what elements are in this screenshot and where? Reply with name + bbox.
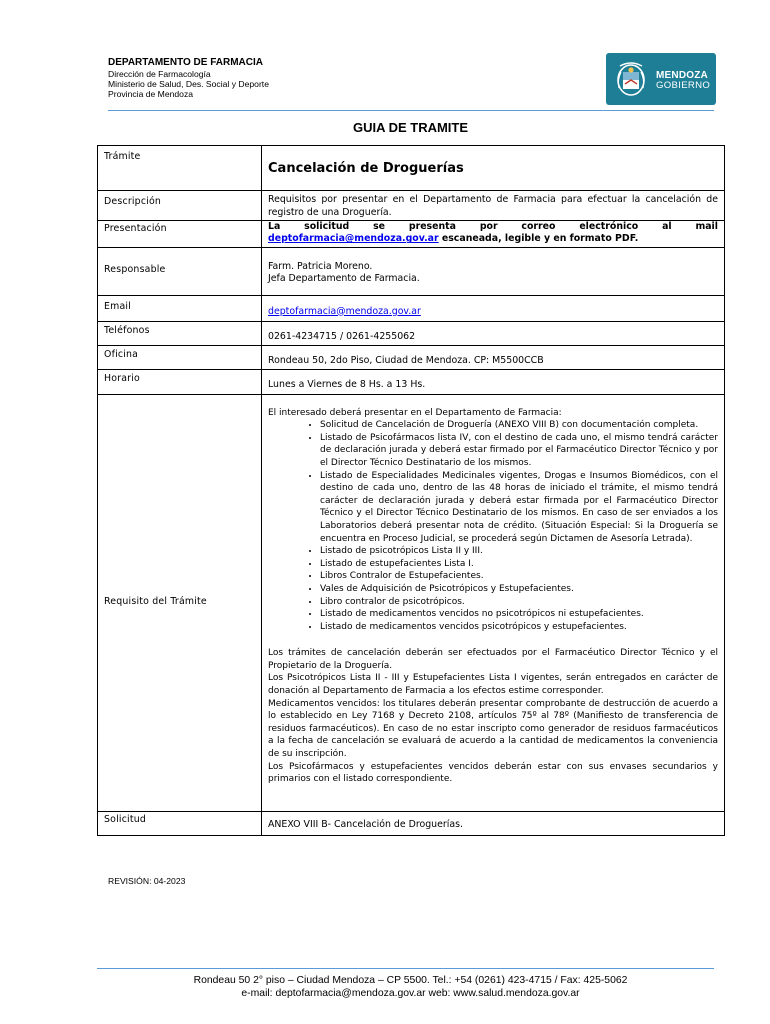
- oficina-value: Rondeau 50, 2do Piso, Ciudad de Mendoza. CP: M5500CCB: [262, 345, 725, 369]
- row-label: Presentación: [98, 220, 262, 247]
- list-item: • Listado de psicotrópicos Lista II y III.: [320, 545, 718, 558]
- presentacion-email-link[interactable]: deptofarmacia@mendoza.gov.ar: [268, 233, 439, 245]
- telefonos-value: 0261-4234715 / 0261-4255062: [262, 321, 725, 345]
- footer-divider: [97, 968, 714, 969]
- list-item: • Solicitud de Cancelación de Droguería (ANEXO VIII B) con documentación completa.: [320, 419, 718, 432]
- table-row: [98, 146, 725, 191]
- requisito-value: [262, 394, 725, 811]
- list-item: • Libro contralor de psicotrópicos.: [320, 596, 718, 609]
- row-value: [262, 146, 725, 191]
- footer-contact: e-mail: deptofarmacia@mendoza.gov.ar web: www.salud.mendoza.gov.ar: [241, 988, 580, 999]
- table-row: [98, 295, 725, 321]
- presentacion-suffix: escaneada, legible y en formato PDF.: [438, 233, 639, 245]
- horario-value: Lunes a Viernes de 8 Hs. a 13 Hs.: [262, 369, 725, 394]
- requisito-note: Los trámites de cancelación deberán ser efectuados por el Farmacéutico Director Técnico y el Propietario de la Droguería.: [268, 648, 718, 671]
- list-item: • Listado de medicamentos vencidos psicotrópicos y estupefacientes.: [320, 621, 718, 634]
- row-label: Responsable: [98, 247, 262, 295]
- letterhead-line: Ministerio de Salud, Des. Social y Deporte: [108, 79, 269, 89]
- list-item: • Listado de Psicofármacos lista IV, con el destino de cada uno, el mismo tendrá carácter de declaración jurada y deberá estar firmado por el Farmacéutico Director Técnico y por el Director Técnico Destinatario de los mismos.: [320, 432, 718, 470]
- requisito-note: Medicamentos vencidos: los titulares deberán presentar comprobante de destrucción de acuerdo a lo establecido en Ley 7168 y Decreto 2108, artículos 75º al 78º (Manifiesto de transferencia de residuos farmacéuticos). En caso de no estar inscripto como generador de residuos farmacéuticos a la fecha de cancelación se evaluará de acuerdo a la cantidad de medicamentos la conveniencia de su inscripción.: [268, 698, 718, 760]
- row-label: Trámite: [98, 146, 262, 191]
- logo-text-gobierno: GOBIERNO: [656, 80, 711, 91]
- table-row: [98, 191, 725, 221]
- row-label: Oficina: [98, 345, 262, 369]
- presentacion-value: [262, 220, 725, 247]
- table-row: [98, 220, 725, 247]
- responsable-role: Jefa Departamento de Farmacia.: [268, 273, 420, 285]
- row-label: Descripción: [98, 191, 262, 221]
- requisito-note: Los Psicofármacos y estupefacientes vencidos deberán estar con sus envases secundarios y primarios con el listado correspondiente.: [268, 761, 718, 785]
- letterhead: [108, 57, 269, 99]
- requisito-list: [268, 419, 718, 633]
- row-label: Solicitud: [98, 811, 262, 835]
- provincial-seal-icon: [613, 60, 649, 98]
- row-label: Requisito del Trámite: [98, 394, 262, 811]
- list-item: • Listado de estupefacientes Lista I.: [320, 558, 718, 571]
- row-label: Teléfonos: [98, 321, 262, 345]
- list-item: • Libros Contralor de Estupefacientes.: [320, 570, 718, 583]
- presentacion-text: La solicitud se presenta por correo electrónico al mail: [268, 220, 718, 232]
- table-row: [98, 369, 725, 394]
- tramite-name: Cancelación de Droguerías: [268, 161, 464, 176]
- table-row: [98, 247, 725, 295]
- department-name: DEPARTAMENTO DE FARMACIA: [108, 57, 263, 68]
- requisito-note: Los Psicotrópicos Lista II - III y Estupefacientes Lista I vigentes, serán entregados en carácter de donación al Departamento de Farmacia a los efectos estime corresponder.: [268, 673, 718, 697]
- row-label: Email: [98, 295, 262, 321]
- letterhead-line: Provincia de Mendoza: [108, 89, 194, 99]
- list-item: • Vales de Adquisición de Psicotrópicos y Estupefacientes.: [320, 583, 718, 596]
- logo-text-mendoza: MENDOZA: [656, 70, 708, 81]
- responsable-value: [262, 247, 725, 295]
- table-row: [98, 811, 725, 835]
- table-row: [98, 321, 725, 345]
- responsable-name: Farm. Patricia Moreno.: [268, 260, 373, 272]
- mendoza-gobierno-logo: [606, 53, 716, 105]
- solicitud-value: ANEXO VIII B- Cancelación de Droguerías.: [262, 811, 725, 835]
- requisito-intro: El interesado deberá presentar en el Departamento de Farmacia:: [268, 407, 562, 418]
- page-footer: [97, 974, 724, 1000]
- list-item: • Listado de medicamentos vencidos no psicotrópicos ni estupefacientes.: [320, 608, 718, 621]
- email-link[interactable]: deptofarmacia@mendoza.gov.ar: [268, 305, 421, 317]
- descripcion-value: Requisitos por presentar en el Departamento de Farmacia para efectuar la cancelación de registro de una Droguería.: [262, 191, 725, 221]
- guide-table: [97, 145, 725, 836]
- page-title: GUIA DE TRAMITE: [352, 120, 469, 135]
- list-item: • Listado de Especialidades Medicinales vigentes, Drogas e Insumos Biomédicos, con el destino de cada uno, dentro de las 48 horas de iniciado el trámite, el mismo tendrá carácter de declaración jurada y deberá estar firmada por el Farmacéutico Director Técnico y el Director Técnico Destinatario de los mismos. En caso de ser enviados a los Laboratorios deberá presentar nota de crédito. (Situación Especial: Si la Droguería se encuentra en Proceso Judicial, se procederá según Dictamen de Asesoría Letrada).: [320, 470, 718, 546]
- email-value: [262, 295, 725, 321]
- header-divider: [108, 110, 714, 111]
- revision-label: REVISIÓN: 04-2023: [108, 876, 186, 886]
- table-row: [98, 345, 725, 369]
- footer-address: Rondeau 50 2° piso – Ciudad Mendoza – CP 5500. Tel.: +54 (0261) 423-4715 / Fax: 425-5062: [193, 975, 628, 986]
- letterhead-line: Dirección de Farmacología: [108, 69, 211, 79]
- row-label: Horario: [98, 369, 262, 394]
- table-row: [98, 394, 725, 811]
